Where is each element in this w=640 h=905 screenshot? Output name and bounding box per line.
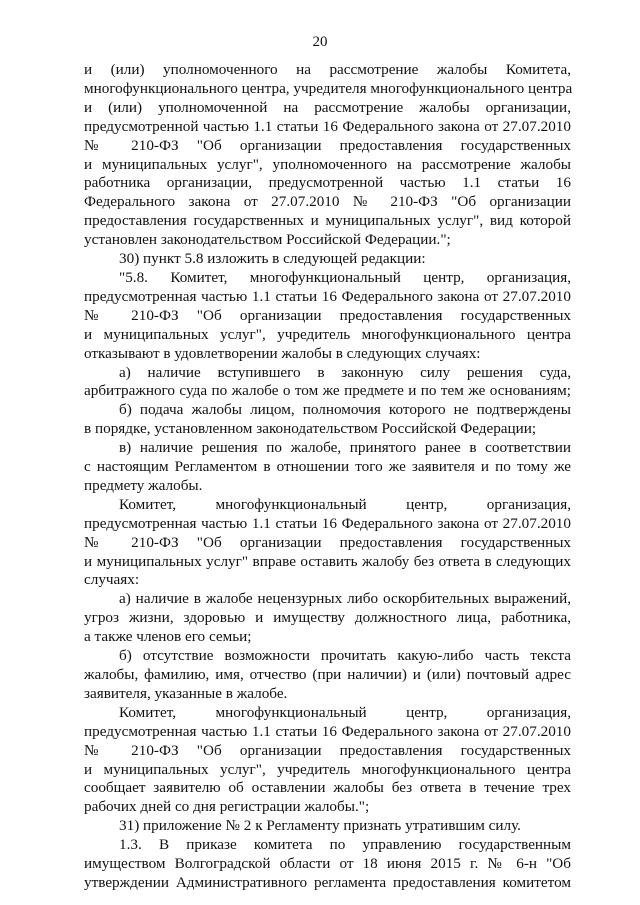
text-line: а также членов его семьи; xyxy=(84,628,252,646)
text-line: 30) пункт 5.8 изложить в следующей редакции: xyxy=(119,250,426,268)
text-line: арбитражного суда по жалобе о том же предмете и по тем же основаниям; xyxy=(84,382,571,400)
text-line: случаях: xyxy=(84,571,140,589)
text-line: предоставления государственных и муниципальных услуг", вид которой xyxy=(84,212,571,230)
text-line: 1.3. В приказе комитета по управлению государственным xyxy=(119,836,571,854)
text-line: предмету жалобы. xyxy=(84,476,203,494)
text-line: предусмотренная частью 1.1 статьи 16 Федерального закона от 27.07.2010 xyxy=(84,722,571,740)
text-line: в порядке, установленном законодательством Российской Федерации; xyxy=(84,420,537,438)
text-line: Комитет, многофункциональный центр, организация, xyxy=(119,495,571,513)
text-line: предусмотренная частью 1.1 статьи 16 Федерального закона от 27.07.2010 xyxy=(84,514,571,532)
text-line: № 210-ФЗ "Об организации предоставления государственных xyxy=(84,136,571,154)
text-line: многофункционального центра, учредителя многофункционального центра xyxy=(84,79,573,97)
text-line: заявителя, указанные в жалобе. xyxy=(84,684,288,702)
text-line: № 210-ФЗ "Об организации предоставления государственных xyxy=(84,741,571,759)
text-line: с настоящим Регламентом в отношении того же заявителя и по тому же xyxy=(84,458,571,476)
text-line: а) наличие в жалобе нецензурных либо оскорбительных выражений, xyxy=(119,590,571,608)
text-line: и (или) уполномоченного на рассмотрение жалобы Комитета, xyxy=(84,61,571,78)
text-line: б) отсутствие возможности прочитать какую-либо часть текста xyxy=(119,647,571,665)
text-line: "5.8. Комитет, многофункциональный центр, организация, xyxy=(119,268,571,286)
text-line: предусмотренная частью 1.1 статьи 16 Федерального закона от 27.07.2010 xyxy=(84,287,571,305)
text-line: и муниципальных услуг", учредитель многофункционального центра xyxy=(84,325,571,343)
document-body xyxy=(84,61,571,893)
text-line: установлен законодательством Российской Федерации."; xyxy=(84,231,451,249)
text-line: 31) приложение № 2 к Регламенту признать утратившим силу. xyxy=(119,817,521,835)
text-line: жалобы, фамилию, имя, отчество (при наличии) и (или) почтовый адрес xyxy=(84,666,571,683)
text-line: в) наличие решения по жалобе, принятого ранее в соответствии xyxy=(119,439,571,457)
text-line: № 210-ФЗ "Об организации предоставления государственных xyxy=(84,533,571,551)
text-line: № 210-ФЗ "Об организации предоставления государственных xyxy=(84,306,571,324)
text-line: имуществом Волгоградской области от 18 июня 2015 г. № 6-н "Об xyxy=(84,855,571,873)
text-line: сообщает заявителю об оставлении жалобы без ответа в течение трех xyxy=(84,779,571,797)
text-line: и муниципальных услуг", уполномоченного на рассмотрение жалобы xyxy=(84,155,571,173)
text-line: рабочих дней со дня регистрации жалобы."; xyxy=(84,798,370,816)
text-line: б) подача жалобы лицом, полномочия которого не подтверждены xyxy=(119,401,571,419)
text-line: и муниципальных услуг", учредитель многофункционального центра xyxy=(84,760,571,778)
text-line: предусмотренной частью 1.1 статьи 16 Федерального закона от 27.07.2010 xyxy=(84,117,571,135)
text-line: работника организации, предусмотренной частью 1.1 статьи 16 xyxy=(84,174,571,192)
text-line: угроз жизни, здоровью и имуществу должностного лица, работника, xyxy=(84,609,571,627)
text-line: Комитет, многофункциональный центр, организация, xyxy=(119,703,571,721)
text-line: и (или) уполномоченной на рассмотрение жалобы организации, xyxy=(84,98,571,116)
text-line: и муниципальных услуг" вправе оставить жалобу без ответа в следующих xyxy=(84,552,571,570)
text-line: а) наличие вступившего в законную силу решения суда, xyxy=(119,363,571,381)
page-number: 20 xyxy=(312,34,328,50)
text-line: утверждении Административного регламента предоставления комитетом xyxy=(84,873,571,891)
text-line: отказывают в удовлетворении жалобы в следующих случаях: xyxy=(84,344,481,362)
text-line: Федерального закона от 27.07.2010 № 210-ФЗ "Об организации xyxy=(84,193,571,211)
